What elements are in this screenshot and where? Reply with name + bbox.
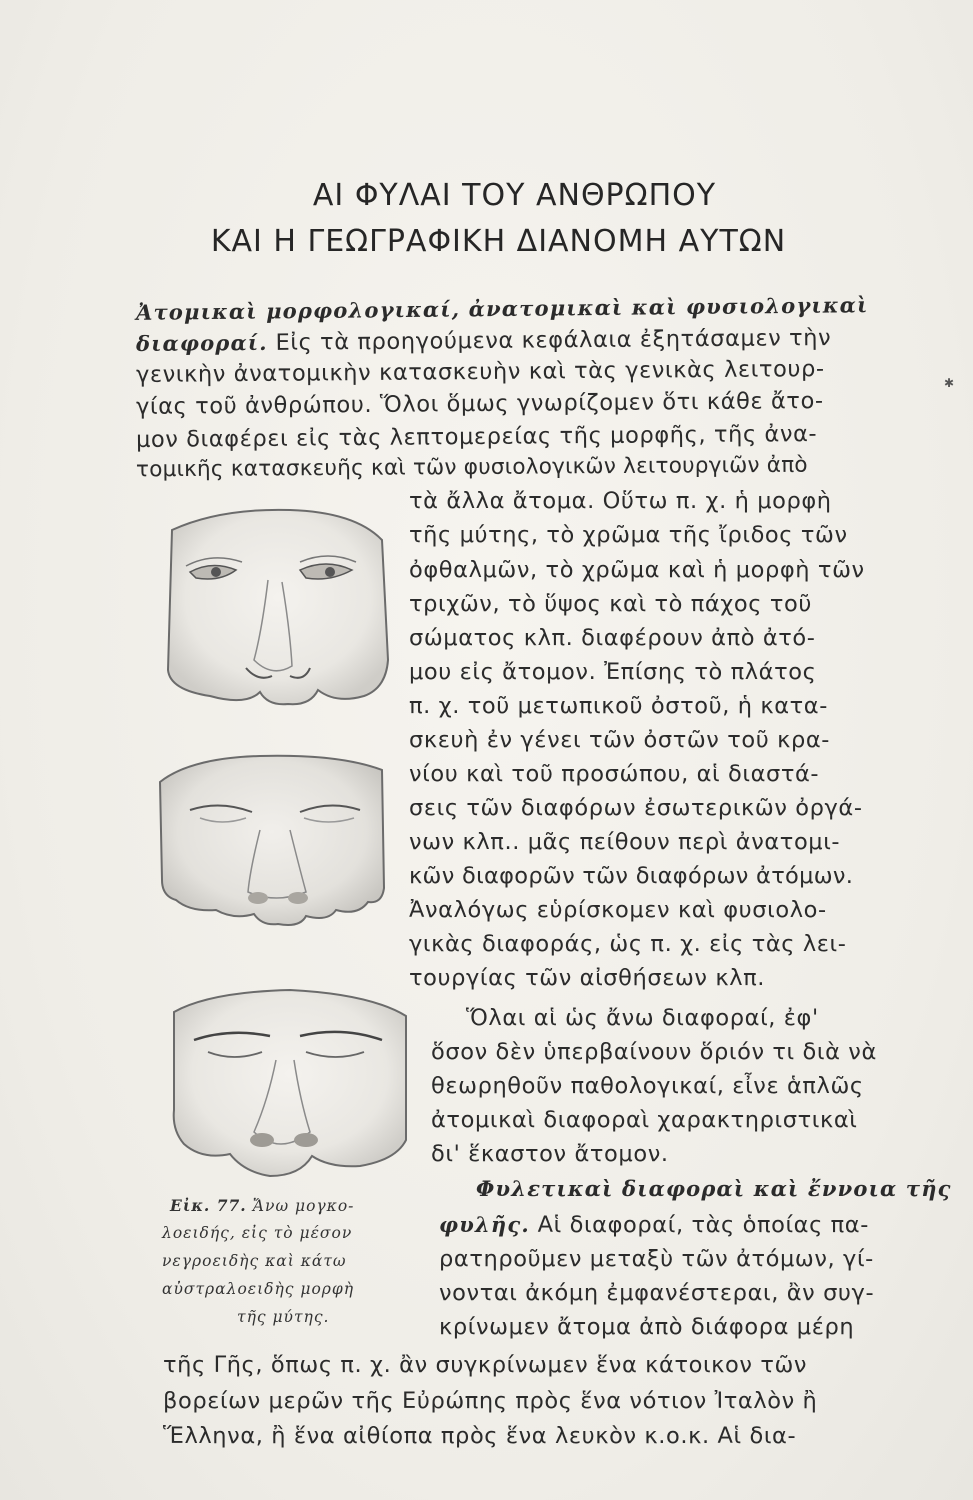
paragraph-line: τῆς μύτης, τὸ χρῶμα τῆς ἴριδος τῶν bbox=[409, 522, 848, 548]
australoid-nose-drawing bbox=[174, 990, 406, 1176]
figure-caption-label: Εἰκ. 77. bbox=[170, 1196, 247, 1215]
figure-caption-line: νεγροειδὴς καὶ κάτω bbox=[162, 1252, 347, 1270]
figure-caption-line: τῆς μύτης. bbox=[237, 1308, 330, 1326]
paragraph-line: δι' ἕκαστον ἄτομον. bbox=[431, 1141, 669, 1167]
chapter-title-line-2: ΚΑΙ Η ΓΕΩΓΡΑΦΙΚΗ ΔΙΑΝΟΜΗ ΑΥΤΩΝ bbox=[210, 224, 787, 259]
section-heading-individual-end: διαφοραί. bbox=[135, 329, 268, 357]
paragraph-line: π. χ. τοῦ μετωπικοῦ ὀστοῦ, ἡ κατα- bbox=[409, 693, 828, 719]
paragraph-line bbox=[136, 323, 832, 359]
mongoloid-nose-drawing bbox=[168, 510, 388, 704]
paragraph-line: κῶν διαφορῶν τῶν διαφόρων ἀτόμων. bbox=[409, 863, 854, 889]
paragraph-line: Ἕλληνα, ἢ ἕνα αἰθίοπα πρὸς ἕνα λευκὸν κ.ο.κ. Αἱ δια- bbox=[163, 1423, 797, 1449]
text-span: Ἄνω μογκο- bbox=[252, 1197, 355, 1215]
paragraph-line: τριχῶν, τὸ ὕψος καὶ τὸ πάχος τοῦ bbox=[409, 591, 812, 617]
paragraph-line: τὰ ἄλλα ἄτομα. Οὕτω π. χ. ἡ μορφὴ bbox=[409, 488, 832, 514]
paragraph-line: ρατηροῦμεν μεταξὺ τῶν ἀτόμων, γί- bbox=[439, 1246, 874, 1272]
paragraph-line: κρίνωμεν ἄτομα ἀπὸ διάφορα μέρη bbox=[439, 1314, 855, 1340]
paragraph-line: Ὅλαι αἱ ὡς ἄνω διαφοραί, ἐφ' bbox=[466, 1005, 819, 1031]
paragraph-line: νίου καὶ τοῦ προσώπου, αἱ διαστά- bbox=[409, 761, 820, 787]
chapter-title-line-1: ΑΙ ΦΥΛΑΙ ΤΟΥ ΑΝΘΡΩΠΟΥ bbox=[312, 178, 717, 213]
paragraph-line: σεις τῶν διαφόρων ἐσωτερικῶν ὀργά- bbox=[409, 795, 863, 821]
paragraph-line: βορείων μερῶν τῆς Εὐρώπης πρὸς ἕνα νότιον Ἰταλὸν ἢ bbox=[163, 1388, 818, 1414]
text-span: Εἰς τὰ προηγούμενα κεφάλαια ἐξητάσαμεν τὴν bbox=[275, 324, 832, 356]
negroid-nose-drawing bbox=[160, 756, 384, 925]
section-heading-racial: Φυλετικαὶ διαφοραὶ καὶ ἔννοια τῆς bbox=[476, 1176, 952, 1201]
paragraph-line: γίας τοῦ ἀνθρώπου. Ὅλοι ὅμως γνωρίζομεν ὅτι κάθε ἄτο- bbox=[135, 388, 824, 420]
paragraph-line: τουργίας τῶν αἰσθήσεων κλπ. bbox=[409, 965, 766, 991]
paragraph-line: νονται ἀκόμη ἐμφανέστεραι, ἂν συγ- bbox=[439, 1280, 875, 1306]
paragraph-line: γενικὴν ἀνατομικὴν κατασκευὴν καὶ τὰς γενικὰς λειτουρ- bbox=[135, 355, 825, 389]
ink-speck-mark: ✱ bbox=[944, 376, 955, 390]
paragraph-line: θεωρηθοῦν παθολογικαί, εἶνε ἁπλῶς bbox=[431, 1073, 864, 1099]
paragraph-line: ὅσον δὲν ὑπερβαίνουν ὅριόν τι διὰ νὰ bbox=[431, 1039, 877, 1065]
figure-caption-line: λοειδής, εἰς τὸ μέσον bbox=[162, 1224, 353, 1242]
paragraph-line: ἀτομικαὶ διαφοραὶ χαρακτηριστικαὶ bbox=[431, 1107, 858, 1133]
paragraph-line: τομικῆς κατασκευῆς καὶ τῶν φυσιολογικῶν λειτουργιῶν ἀπὸ bbox=[135, 452, 808, 483]
paragraph-line: μον διαφέρει εἰς τὰς λεπτομερείας τῆς μορφῆς, τῆς ἀνα- bbox=[135, 421, 818, 453]
paragraph-line: γικὰς διαφοράς, ὡς π. χ. εἰς τὰς λει- bbox=[409, 931, 847, 957]
paragraph-line: νων κλπ.. μᾶς πείθουν περὶ ἀνατομι- bbox=[409, 829, 841, 855]
paragraph-line: σώματος κλπ. διαφέρουν ἀπὸ ἀτό- bbox=[409, 625, 816, 651]
figure-caption-line: αὐστραλοειδὴς μορφὴ bbox=[162, 1280, 355, 1298]
paragraph-line: τῆς Γῆς, ὅπως π. χ. ἂν συγκρίνωμεν ἕνα κάτοικον τῶν bbox=[163, 1352, 808, 1378]
figure-caption-line bbox=[170, 1194, 354, 1218]
paragraph-line bbox=[439, 1210, 869, 1240]
paragraph-line: μου εἰς ἄτομον. Ἐπίσης τὸ πλάτος bbox=[409, 659, 817, 685]
nose-illustrations-figure bbox=[150, 500, 425, 1190]
paragraph-line: Ἀναλόγως εὑρίσκομεν καὶ φυσιολο- bbox=[409, 897, 827, 923]
section-heading-racial-end: φυλῆς. bbox=[439, 1212, 530, 1237]
text-span: Αἱ διαφοραί, τὰς ὁποίας πα- bbox=[537, 1212, 869, 1238]
paragraph-line: σκευὴ ἐν γένει τῶν ὀστῶν τοῦ κρα- bbox=[409, 727, 830, 753]
paragraph-line: ὀφθαλμῶν, τὸ χρῶμα καὶ ἡ μορφὴ τῶν bbox=[409, 557, 865, 583]
section-heading-individual: Ἀτομικαὶ μορφολογικαί, ἀνατομικαὶ καὶ φυσιολογικαὶ bbox=[135, 292, 869, 325]
